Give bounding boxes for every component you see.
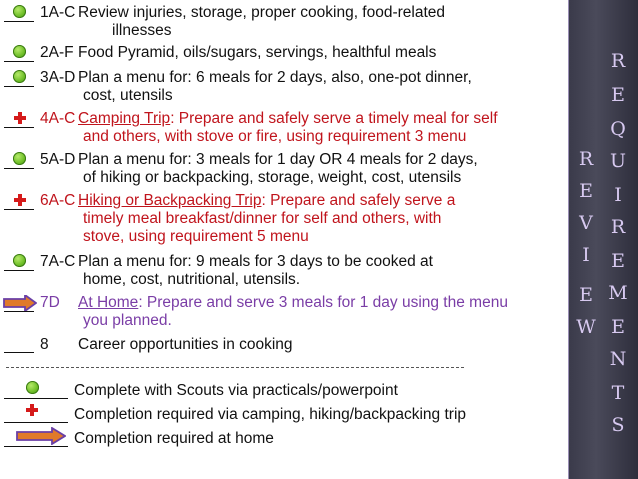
requirement-text: Plan a menu for: 9 meals for 3 days to be cooked at (78, 253, 433, 270)
camping-trip-link[interactable]: Camping Trip (78, 110, 171, 127)
green-dot-icon (26, 381, 39, 394)
checkbox-line[interactable] (4, 168, 34, 169)
sidebar-letter: I (582, 244, 590, 266)
sidebar-letter: W (576, 316, 596, 338)
checkbox-line[interactable] (4, 61, 34, 62)
requirement-text-cont: of hiking or backpacking, storage, weight, cost, utensils (83, 169, 462, 186)
sidebar-letter: M (608, 282, 628, 304)
legend-line (4, 398, 68, 399)
checkbox-line[interactable] (4, 352, 34, 353)
requirement-code: 1A-C (40, 4, 76, 21)
sidebar-letter: T (611, 382, 625, 404)
sidebar-letter: E (579, 284, 593, 306)
requirement-code: 4A-C (40, 110, 76, 127)
sidebar-letter: Q (610, 118, 626, 140)
requirement-text-cont: illnesses (112, 22, 172, 39)
requirement-text-cont: cost, utensils (83, 87, 173, 104)
sidebar-letter: E (611, 316, 625, 338)
requirement-code: 7D (40, 294, 60, 311)
requirement-text-cont: and others, with stove or fire, using requirement 3 menu (83, 128, 467, 145)
sidebar-title (568, 0, 638, 479)
requirement-text-cont: you planned. (83, 312, 172, 329)
requirement-text-cont: timely meal breakfast/dinner for self and others, with (83, 210, 442, 227)
sidebar-letter: U (609, 150, 626, 172)
requirement-text: : Prepare and safely serve a (261, 192, 456, 209)
arrow-icon (3, 295, 37, 311)
sidebar-letter: I (614, 184, 622, 206)
sidebar-edge (568, 0, 569, 479)
divider (6, 367, 464, 368)
sidebar-letter: R (578, 148, 594, 170)
requirement-text: Review injuries, storage, proper cooking, food-related (78, 4, 446, 21)
at-home-link[interactable]: At Home (78, 294, 139, 311)
red-cross-icon (14, 194, 26, 206)
requirement-code: 7A-C (40, 253, 76, 270)
green-dot-icon (13, 70, 26, 83)
requirement-text: Plan a menu for: 6 meals for 2 days, also, one-pot dinner, (78, 69, 472, 86)
arrow-icon (16, 427, 66, 445)
legend-text: Completion required via camping, hiking/backpacking trip (74, 406, 467, 423)
requirement-code: 5A-D (40, 151, 76, 168)
sidebar-letter: S (611, 414, 625, 436)
sidebar-letter: R (610, 216, 626, 238)
requirement-text: Food Pyramid, oils/sugars, servings, healthful meals (78, 44, 437, 61)
legend-text: Completion required at home (74, 430, 274, 447)
requirement-text-cont: home, cost, nutritional, utensils. (83, 271, 301, 288)
checkbox-line[interactable] (4, 209, 34, 210)
checkbox-line[interactable] (4, 127, 34, 128)
legend-line (4, 446, 68, 447)
checkbox-line[interactable] (4, 21, 34, 22)
sidebar-letter: V (579, 212, 593, 234)
requirement-text: : Prepare and serve 3 meals for 1 day using the menu (138, 294, 508, 311)
checkbox-line[interactable] (4, 86, 34, 87)
requirement-code: 2A-F (40, 44, 74, 61)
hiking-trip-link[interactable]: Hiking or Backpacking Trip (78, 192, 262, 209)
sidebar-letter: N (609, 348, 627, 370)
requirement-code: 3A-D (40, 69, 76, 86)
red-cross-icon (14, 112, 26, 124)
requirement-code: 6A-C (40, 192, 76, 209)
requirement-text: : Prepare and safely serve a timely meal for self (170, 110, 498, 127)
sidebar-letter: E (611, 84, 625, 106)
legend-line (4, 422, 68, 423)
sidebar-letter: E (579, 180, 593, 202)
checkbox-line[interactable] (4, 270, 34, 271)
legend-text: Complete with Scouts via practicals/powerpoint (74, 382, 398, 399)
sidebar-letter: E (611, 250, 625, 272)
green-dot-icon (13, 5, 26, 18)
green-dot-icon (13, 45, 26, 58)
requirement-text-cont: stove, using requirement 5 menu (83, 228, 309, 245)
red-cross-icon (26, 404, 38, 416)
sidebar-letter: R (610, 50, 626, 72)
checkbox-line[interactable] (4, 311, 34, 312)
requirement-text: Career opportunities in cooking (78, 336, 293, 353)
requirement-code: 8 (40, 336, 49, 353)
requirement-text: Plan a menu for: 3 meals for 1 day OR 4 meals for 2 days, (78, 151, 478, 168)
green-dot-icon (13, 254, 26, 267)
green-dot-icon (13, 152, 26, 165)
